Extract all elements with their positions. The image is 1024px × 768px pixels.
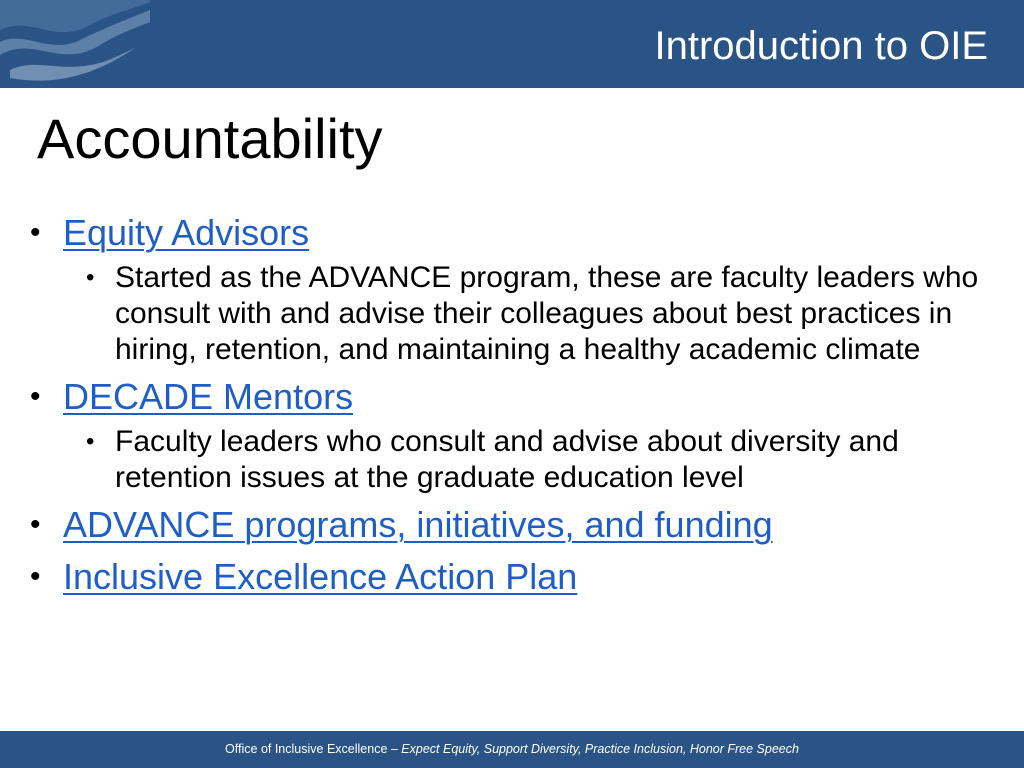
sub-bullet-text: Faculty leaders who consult and advise about diversity and retention issues at the graduate education level [115,425,899,494]
bullet-dot: • [30,380,41,413]
section-title: Introduction to OIE [654,24,988,68]
footer-tagline: Expect Equity, Support Diversity, Practice Inclusion, Honor Free Speech [401,742,799,756]
header-wave-graphic [0,0,150,88]
equity-advisors-link[interactable]: Equity Advisors [63,212,310,253]
header-band [0,0,1024,88]
advance-programs-link[interactable]: ADVANCE programs, initiatives, and funding [63,504,773,545]
sub-list [63,424,990,496]
slide-title: Accountability [37,107,383,170]
sub-bullet-dot: • [86,264,95,291]
footer-band [0,731,1024,768]
bullet-decade-mentors [30,374,990,496]
bullet-advance-programs [30,502,990,548]
bullet-dot: • [30,216,41,249]
bullet-dot: • [30,508,41,541]
footer-text [0,741,1024,757]
sub-bullet-text: Started as the ADVANCE program, these are faculty leaders who consult with and advise their colleagues about best practices in hiring, retention, and maintaining a healthy academic climate [115,261,979,366]
sub-bullet [63,260,990,368]
sub-bullet-dot: • [86,428,95,455]
footer-org: Office of Inclusive Excellence – [225,742,402,756]
sub-list [63,260,990,368]
bullet-equity-advisors [30,210,990,368]
sub-bullet [63,424,990,496]
bullet-list [30,210,990,606]
action-plan-link[interactable]: Inclusive Excellence Action Plan [63,556,578,597]
bullet-dot: • [30,560,41,593]
bullet-action-plan [30,554,990,600]
decade-mentors-link[interactable]: DECADE Mentors [63,376,354,417]
